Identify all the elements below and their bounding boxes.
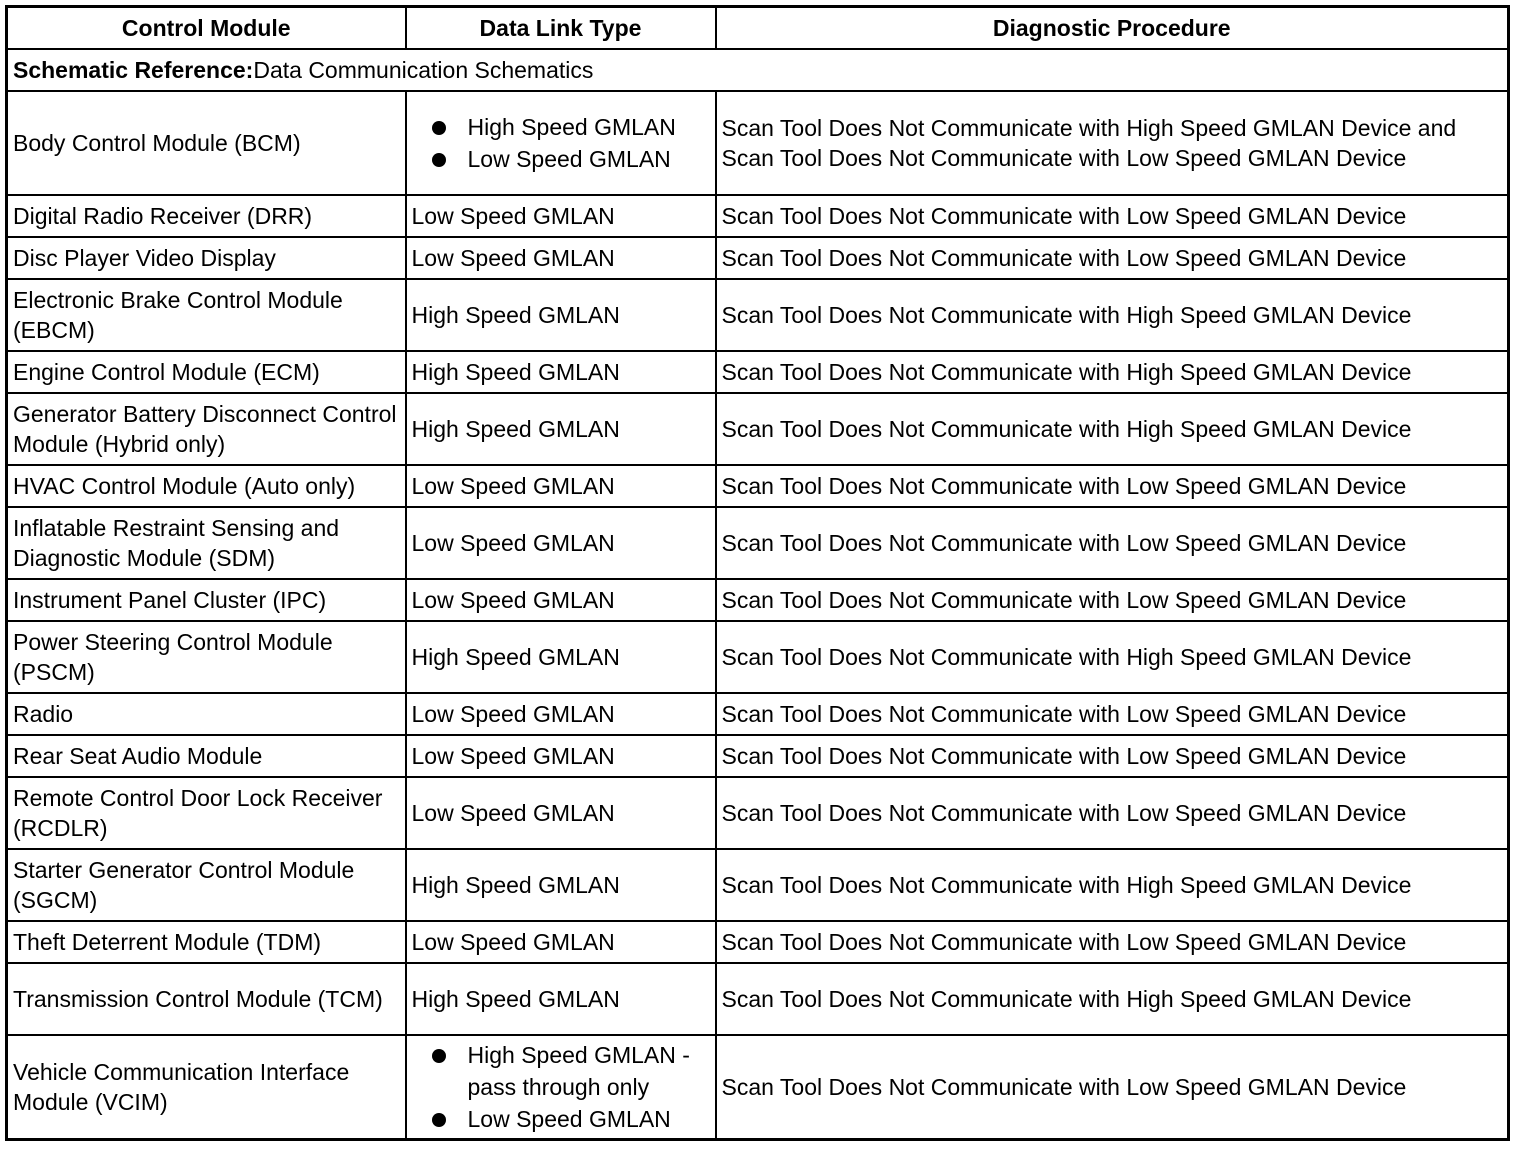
table-row: [7, 621, 1509, 693]
table-row: [7, 279, 1509, 351]
link-cell: High Speed GMLAN: [406, 963, 716, 1035]
schematic-reference-value: Data Communication Schematics: [253, 57, 594, 83]
link-cell: High Speed GMLAN: [406, 849, 716, 921]
link-cell: Low Speed GMLAN: [406, 465, 716, 507]
table-row: [7, 735, 1509, 777]
link-list-item: [428, 1039, 710, 1103]
table-row: [7, 507, 1509, 579]
procedure-cell: Scan Tool Does Not Communicate with High Speed GMLAN Device and Scan Tool Does Not Communicate with Low Speed GMLAN Device: [716, 91, 1509, 195]
procedure-cell: Scan Tool Does Not Communicate with Low Speed GMLAN Device: [716, 237, 1509, 279]
module-cell: Generator Battery Disconnect Control Module (Hybrid only): [7, 393, 406, 465]
procedure-cell: Scan Tool Does Not Communicate with Low Speed GMLAN Device: [716, 1035, 1509, 1140]
module-cell: Remote Control Door Lock Receiver (RCDLR): [7, 777, 406, 849]
link-cell: Low Speed GMLAN: [406, 237, 716, 279]
table-row: [7, 351, 1509, 393]
link-cell: High Speed GMLAN: [406, 351, 716, 393]
link-list: [412, 1039, 710, 1135]
schematic-reference: [7, 49, 1509, 91]
table-row: [7, 465, 1509, 507]
module-cell: Rear Seat Audio Module: [7, 735, 406, 777]
link-text: Low Speed GMLAN: [467, 1106, 671, 1132]
link-cell: Low Speed GMLAN: [406, 579, 716, 621]
header-control-module: Control Module: [7, 7, 406, 50]
link-cell: Low Speed GMLAN: [406, 777, 716, 849]
procedure-cell: Scan Tool Does Not Communicate with High Speed GMLAN Device: [716, 621, 1509, 693]
table-row: [7, 921, 1509, 963]
table-row: [7, 777, 1509, 849]
module-cell: Theft Deterrent Module (TDM): [7, 921, 406, 963]
schematic-reference-label: Schematic Reference:: [13, 57, 254, 83]
procedure-cell: Scan Tool Does Not Communicate with Low Speed GMLAN Device: [716, 195, 1509, 237]
module-table-container: [5, 5, 1507, 1141]
link-cell: Low Speed GMLAN: [406, 507, 716, 579]
header-data-link-type: Data Link Type: [406, 7, 716, 50]
link-text: High Speed GMLAN - pass through only: [467, 1042, 690, 1100]
table-row: [7, 237, 1509, 279]
bullet-icon: [432, 1049, 446, 1063]
procedure-cell: Scan Tool Does Not Communicate with Low Speed GMLAN Device: [716, 465, 1509, 507]
link-text: Low Speed GMLAN: [467, 146, 671, 172]
link-cell: Low Speed GMLAN: [406, 921, 716, 963]
procedure-cell: Scan Tool Does Not Communicate with Low Speed GMLAN Device: [716, 693, 1509, 735]
module-cell: Inflatable Restraint Sensing and Diagnostic Module (SDM): [7, 507, 406, 579]
link-list: [412, 111, 710, 175]
bullet-icon: [432, 153, 446, 167]
link-cell: Low Speed GMLAN: [406, 195, 716, 237]
link-text: High Speed GMLAN: [467, 114, 676, 140]
module-cell: Engine Control Module (ECM): [7, 351, 406, 393]
procedure-cell: Scan Tool Does Not Communicate with Low Speed GMLAN Device: [716, 921, 1509, 963]
module-cell: Starter Generator Control Module (SGCM): [7, 849, 406, 921]
module-cell: HVAC Control Module (Auto only): [7, 465, 406, 507]
table-row: [7, 195, 1509, 237]
procedure-cell: Scan Tool Does Not Communicate with Low Speed GMLAN Device: [716, 777, 1509, 849]
link-cell: Low Speed GMLAN: [406, 693, 716, 735]
link-cell: High Speed GMLAN: [406, 393, 716, 465]
table-row: [7, 1035, 1509, 1140]
table-row: [7, 849, 1509, 921]
module-cell: Electronic Brake Control Module (EBCM): [7, 279, 406, 351]
module-cell: Body Control Module (BCM): [7, 91, 406, 195]
procedure-cell: Scan Tool Does Not Communicate with Low Speed GMLAN Device: [716, 579, 1509, 621]
module-cell: Radio: [7, 693, 406, 735]
procedure-cell: Scan Tool Does Not Communicate with Low Speed GMLAN Device: [716, 735, 1509, 777]
link-cell: [406, 1035, 716, 1140]
link-cell: High Speed GMLAN: [406, 621, 716, 693]
module-cell: Transmission Control Module (TCM): [7, 963, 406, 1035]
header-row: [7, 7, 1509, 50]
bullet-icon: [432, 1113, 446, 1127]
module-cell: Vehicle Communication Interface Module (VCIM): [7, 1035, 406, 1140]
procedure-cell: Scan Tool Does Not Communicate with High Speed GMLAN Device: [716, 963, 1509, 1035]
procedure-cell: Scan Tool Does Not Communicate with Low Speed GMLAN Device: [716, 507, 1509, 579]
module-cell: Power Steering Control Module (PSCM): [7, 621, 406, 693]
module-cell: Digital Radio Receiver (DRR): [7, 195, 406, 237]
procedure-cell: Scan Tool Does Not Communicate with High Speed GMLAN Device: [716, 279, 1509, 351]
link-cell: Low Speed GMLAN: [406, 735, 716, 777]
table-row: [7, 693, 1509, 735]
module-cell: Disc Player Video Display: [7, 237, 406, 279]
table-row: [7, 963, 1509, 1035]
link-list-item: [428, 143, 710, 175]
procedure-cell: Scan Tool Does Not Communicate with High Speed GMLAN Device: [716, 351, 1509, 393]
link-cell: [406, 91, 716, 195]
schematic-reference-row: [7, 49, 1509, 91]
module-cell: Instrument Panel Cluster (IPC): [7, 579, 406, 621]
link-list-item: [428, 1103, 710, 1135]
header-diagnostic-procedure: Diagnostic Procedure: [716, 7, 1509, 50]
link-list-item: [428, 111, 710, 143]
bullet-icon: [432, 121, 446, 135]
procedure-cell: Scan Tool Does Not Communicate with High Speed GMLAN Device: [716, 849, 1509, 921]
table-row: [7, 579, 1509, 621]
link-cell: High Speed GMLAN: [406, 279, 716, 351]
procedure-cell: Scan Tool Does Not Communicate with High Speed GMLAN Device: [716, 393, 1509, 465]
data-link-table: [5, 5, 1510, 1141]
table-row: [7, 393, 1509, 465]
table-row: [7, 91, 1509, 195]
